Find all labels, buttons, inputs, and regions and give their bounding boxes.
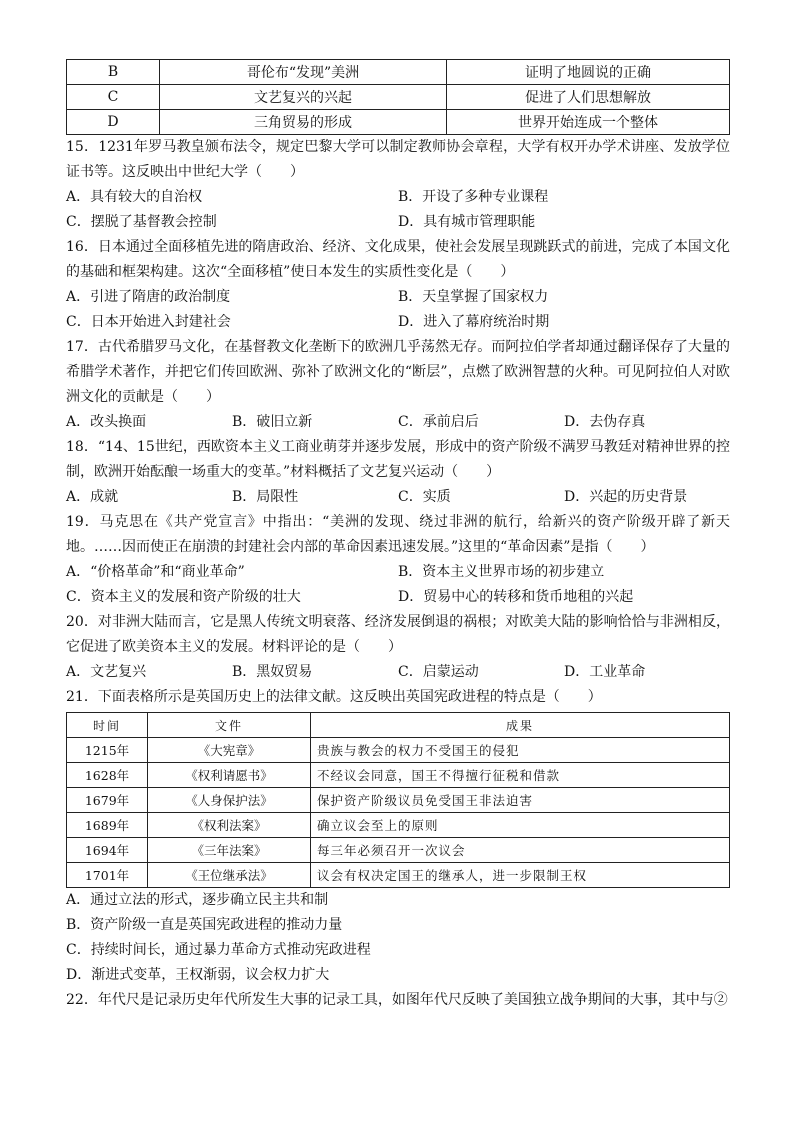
table-row: C 文艺复兴的兴起 促进了人们思想解放 (67, 85, 730, 110)
question-21-stem: 21．下面表格所示是英国历史上的法律文献。这反映出英国宪政进程的特点是（ ） (66, 689, 602, 705)
option-a[interactable]: A．具有较大的自治权 (66, 189, 203, 205)
question-20-options (66, 660, 730, 685)
option-b[interactable]: B．资本主义世界市场的初步建立 (398, 564, 605, 580)
option-d[interactable]: D．去伪存真 (564, 414, 646, 430)
question-18-options (66, 485, 730, 510)
table-row: B 哥伦布“发现”美洲 证明了地圆说的正确 (67, 60, 730, 85)
question-21-options (66, 888, 730, 988)
option-b[interactable]: B．资产阶级一直是英国宪政进程的推动力量 (66, 917, 343, 933)
option-b[interactable]: B．局限性 (232, 489, 299, 505)
option-b[interactable]: B．天皇掌握了国家权力 (398, 289, 549, 305)
question-20-stem: 20．对非洲大陆而言，它是黑人传统文明衰落、经济发展倒退的祸根；对欧美大陆的影响恰恰与非洲相反，它促进了欧美资本主义的发展。材料评论的是（ ） (66, 614, 730, 655)
option-b[interactable]: B．黑奴贸易 (232, 664, 313, 680)
table-row: 1689年 《权利法案》 确立议会至上的原则 (67, 813, 730, 838)
option-d[interactable]: D．贸易中心的转移和货币地租的兴起 (398, 589, 634, 605)
question-15-stem: 15．1231年罗马教皇颁布法令，规定巴黎大学可以制定教师协会章程，大学有权开办学术讲座、发放学位证书等。这反映出中世纪大学（ ） (66, 139, 730, 180)
question-18-stem: 18．“14、15世纪，西欧资本主义工商业萌芽并逐步发展，形成中的资产阶级不满罗马教廷对精神世界的控制，欧洲开始酝酿一场重大的变革。”材料概括了文艺复兴运动（ ） (66, 439, 730, 480)
option-a[interactable]: A．通过立法的形式，逐步确立民主共和制 (66, 892, 329, 908)
option-a[interactable]: A．文艺复兴 (66, 664, 147, 680)
question-16-stem: 16．日本通过全面移植先进的隋唐政治、经济、文化成果，使社会发展呈现跳跃式的前进，完成了本国文化的基础和框架构建。这次“全面移植”使日本发生的实质性变化是（ ） (66, 239, 730, 280)
option-d[interactable]: D．兴起的历史背景 (564, 489, 688, 505)
option-d[interactable]: D．渐进式变革，王权渐弱，议会权力扩大 (66, 967, 330, 983)
question-16-options (66, 285, 730, 335)
top-table (66, 59, 730, 135)
question-19-options (66, 560, 730, 610)
question-17-stem: 17．古代希腊罗马文化，在基督教文化垄断下的欧洲几乎荡然无存。而阿拉伯学者却通过翻译保存了大量的希腊学术著作，并把它们传回欧洲、弥补了欧洲文化的“断层”，点燃了欧洲智慧的火种。可见阿拉伯人对欧洲文化的贡献是（ ） (66, 339, 730, 405)
option-c[interactable]: C．实质 (398, 489, 451, 505)
option-c[interactable]: C．承前启后 (398, 414, 479, 430)
table-row: 1628年 《权利请愿书》 不经议会同意，国王不得擅行征税和借款 (67, 763, 730, 788)
option-a[interactable]: A．引进了隋唐的政治制度 (66, 289, 231, 305)
question-19-stem: 19．马克思在《共产党宣言》中指出：“美洲的发现、绕过非洲的航行，给新兴的资产阶级开辟了新天地。……因而使正在崩溃的封建社会内部的革命因素迅速发展。”这里的“革命因素”是指（ ） (66, 514, 730, 555)
option-c[interactable]: C．摆脱了基督教会控制 (66, 214, 217, 230)
option-d[interactable]: D．工业革命 (564, 664, 646, 680)
question-22-stem: 22．年代尺是记录历史年代所发生大事的记录工具，如图年代尺反映了美国独立战争期间的大事，其中与② (66, 992, 728, 1008)
table-header-row: 时间 文件 成果 (67, 713, 730, 738)
law-documents-table (66, 712, 730, 888)
exam-page (66, 59, 730, 1013)
table-row: 1215年 《大宪章》 贵族与教会的权力不受国王的侵犯 (67, 738, 730, 763)
table-row: 1679年 《人身保护法》 保护资产阶级议员免受国王非法迫害 (67, 788, 730, 813)
option-a[interactable]: A．改头换面 (66, 414, 147, 430)
option-c[interactable]: C．持续时间长，通过暴力革命方式推动宪政进程 (66, 942, 371, 958)
question-15-options (66, 185, 730, 235)
option-a[interactable]: A．成就 (66, 489, 119, 505)
table-row: D 三角贸易的形成 世界开始连成一个整体 (67, 110, 730, 135)
option-a[interactable]: A．“价格革命”和“商业革命” (66, 564, 245, 580)
table-row: 1694年 《三年法案》 每三年必须召开一次议会 (67, 838, 730, 863)
option-c[interactable]: C．启蒙运动 (398, 664, 479, 680)
option-c[interactable]: C．资本主义的发展和资产阶级的壮大 (66, 589, 301, 605)
option-d[interactable]: D．进入了幕府统治时期 (398, 314, 550, 330)
option-b[interactable]: B．破旧立新 (232, 414, 313, 430)
table-row: 1701年 《王位继承法》 议会有权决定国王的继承人，进一步限制王权 (67, 863, 730, 888)
option-d[interactable]: D．具有城市管理职能 (398, 214, 536, 230)
question-17-options (66, 410, 730, 435)
option-c[interactable]: C．日本开始进入封建社会 (66, 314, 231, 330)
option-b[interactable]: B．开设了多种专业课程 (398, 189, 549, 205)
